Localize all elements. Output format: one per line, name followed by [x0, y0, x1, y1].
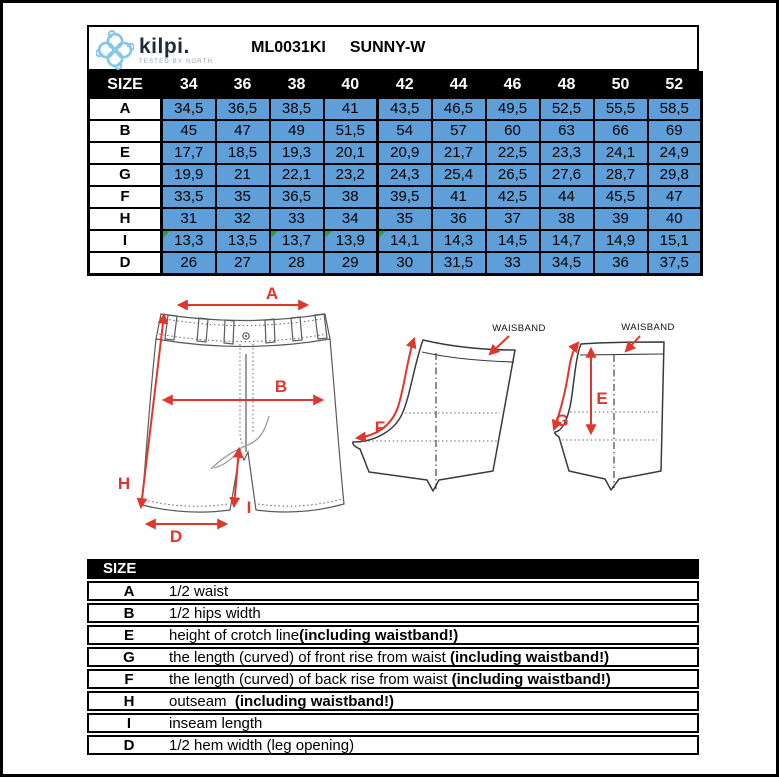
size-cell: 49 — [270, 120, 324, 142]
legend-letter: H — [123, 692, 135, 710]
size-row-label: F — [89, 186, 162, 208]
size-cell: 39 — [594, 208, 648, 230]
size-cell: 60 — [486, 120, 540, 142]
size-cell: 43,5 — [378, 98, 432, 120]
size-cell: 41 — [432, 186, 486, 208]
legend-row — [87, 691, 699, 711]
legend-letter: E — [123, 626, 134, 644]
legend-letter: B — [123, 604, 135, 622]
size-cell: 36,5 — [216, 98, 270, 120]
comment-marker — [271, 231, 278, 238]
dim-label-i: I — [246, 498, 252, 517]
product-name: SUNNY-W — [349, 39, 426, 56]
size-cell: 24,9 — [648, 142, 702, 164]
size-cell: 47 — [648, 186, 702, 208]
size-cell: 45,5 — [594, 186, 648, 208]
legend-description: 1/2 hips width — [169, 604, 261, 622]
product-code: ML0031KI — [251, 39, 326, 56]
size-cell: 14,3 — [432, 230, 486, 252]
size-table-wrap — [87, 71, 703, 276]
comment-marker — [325, 231, 332, 238]
size-cell: 35 — [216, 186, 270, 208]
size-table-header-row — [89, 73, 702, 98]
brand-logo — [96, 30, 213, 70]
arrow-i — [234, 449, 239, 506]
size-table-row — [89, 208, 702, 230]
size-cell: 21 — [216, 164, 270, 186]
legend-letter: F — [124, 670, 134, 688]
size-cell: 34 — [324, 208, 378, 230]
dim-label-e: E — [596, 389, 608, 408]
size-row-label: D — [89, 252, 162, 275]
size-col-header: 34 — [162, 73, 216, 98]
size-cell: 27,6 — [540, 164, 594, 186]
size-cell: 31,5 — [432, 252, 486, 275]
dim-label-a: A — [265, 284, 279, 303]
legend-row — [87, 713, 699, 733]
size-cell: 23,3 — [540, 142, 594, 164]
legend-row — [87, 669, 699, 689]
legend-row — [87, 647, 699, 667]
size-cell: 52,5 — [540, 98, 594, 120]
legend-description: height of crotch line(including waistband!) — [169, 626, 459, 644]
size-col-header: 36 — [216, 73, 270, 98]
size-row-label: I — [89, 230, 162, 252]
legend-description: outseam (including waistband!) — [169, 692, 395, 710]
size-cell: 51,5 — [324, 120, 378, 142]
back-rise-diagram — [353, 323, 546, 491]
legend-letter: A — [123, 582, 135, 600]
size-table — [87, 71, 703, 276]
size-col-header: 40 — [324, 73, 378, 98]
size-cell: 38 — [324, 186, 378, 208]
size-row-label: H — [89, 208, 162, 230]
size-cell: 27 — [216, 252, 270, 275]
comment-marker — [163, 231, 170, 238]
comment-marker — [379, 231, 386, 238]
dim-label-d: D — [169, 527, 183, 546]
size-cell: 37,5 — [648, 252, 702, 275]
size-cell: 13,7 — [270, 230, 324, 252]
size-table-row — [89, 142, 702, 164]
size-col-header: 38 — [270, 73, 324, 98]
brand-name: kilpi. — [139, 34, 190, 58]
size-cell: 63 — [540, 120, 594, 142]
size-cell: 36,5 — [270, 186, 324, 208]
size-cell: 21,7 — [432, 142, 486, 164]
size-cell: 20,9 — [378, 142, 432, 164]
legend-description: 1/2 waist — [169, 582, 229, 600]
size-cell: 30 — [378, 252, 432, 275]
size-cell: 66 — [594, 120, 648, 142]
size-cell: 36 — [432, 208, 486, 230]
size-cell: 49,5 — [486, 98, 540, 120]
size-cell: 17,7 — [162, 142, 216, 164]
size-cell: 40 — [648, 208, 702, 230]
size-cell: 38,5 — [270, 98, 324, 120]
size-cell: 29 — [324, 252, 378, 275]
size-row-label: E — [89, 142, 162, 164]
waistband-label-front: WAISBAND — [621, 322, 675, 333]
size-cell: 26 — [162, 252, 216, 275]
size-cell: 47 — [216, 120, 270, 142]
legend-row — [87, 735, 699, 755]
size-cell: 28,7 — [594, 164, 648, 186]
dim-label-b: B — [274, 377, 288, 396]
size-col-header: 48 — [540, 73, 594, 98]
size-cell: 34,5 — [540, 252, 594, 275]
size-cell: 29,8 — [648, 164, 702, 186]
size-cell: 69 — [648, 120, 702, 142]
dim-label-h: H — [117, 474, 131, 493]
size-cell: 14,7 — [540, 230, 594, 252]
front-rise-diagram — [554, 322, 675, 490]
size-cell: 46,5 — [432, 98, 486, 120]
legend-row — [87, 603, 699, 623]
size-cell: 13,3 — [162, 230, 216, 252]
dim-label-f: F — [374, 418, 386, 437]
kilpi-knot-icon — [96, 30, 134, 70]
size-cell: 54 — [378, 120, 432, 142]
size-cell: 34,5 — [162, 98, 216, 120]
size-cell: 19,9 — [162, 164, 216, 186]
size-cell: 20,1 — [324, 142, 378, 164]
product-title — [251, 39, 425, 57]
shorts-front-diagram — [118, 284, 344, 546]
size-header-label: SIZE — [89, 73, 162, 98]
legend-row — [87, 581, 699, 601]
size-cell: 35 — [378, 208, 432, 230]
size-cell: 38 — [540, 208, 594, 230]
size-row-label: B — [89, 120, 162, 142]
legend-letter: G — [123, 648, 135, 666]
size-cell: 31 — [162, 208, 216, 230]
size-cell: 25,4 — [432, 164, 486, 186]
size-col-header: 46 — [486, 73, 540, 98]
size-cell: 58,5 — [648, 98, 702, 120]
size-col-header: 50 — [594, 73, 648, 98]
size-cell: 22,1 — [270, 164, 324, 186]
size-row-label: A — [89, 98, 162, 120]
size-cell: 14,5 — [486, 230, 540, 252]
size-cell: 57 — [432, 120, 486, 142]
legend-letter: I — [126, 714, 132, 732]
brand-tagline: TESTED BY NORTH — [139, 58, 214, 65]
legend-header: SIZE — [87, 559, 699, 579]
size-table-row — [89, 98, 702, 120]
size-cell: 45 — [162, 120, 216, 142]
size-cell: 42,5 — [486, 186, 540, 208]
size-cell: 32 — [216, 208, 270, 230]
size-cell: 37 — [486, 208, 540, 230]
legend-letter: D — [123, 736, 135, 754]
waistband-label-back: WAISBAND — [492, 323, 546, 334]
size-cell: 14,1 — [378, 230, 432, 252]
size-cell: 44 — [540, 186, 594, 208]
size-col-header: 42 — [378, 73, 432, 98]
size-cell: 33 — [486, 252, 540, 275]
size-cell: 23,2 — [324, 164, 378, 186]
size-table-row — [89, 120, 702, 142]
size-cell: 18,5 — [216, 142, 270, 164]
legend-description: the length (curved) of back rise from waist (including waistband!) — [169, 670, 611, 688]
size-cell: 28 — [270, 252, 324, 275]
legend-row — [87, 625, 699, 645]
size-col-header: 52 — [648, 73, 702, 98]
size-cell: 55,5 — [594, 98, 648, 120]
size-cell: 19,3 — [270, 142, 324, 164]
size-cell: 33 — [270, 208, 324, 230]
size-table-row — [89, 252, 702, 275]
size-cell: 36 — [594, 252, 648, 275]
size-cell: 24,1 — [594, 142, 648, 164]
size-cell: 26,5 — [486, 164, 540, 186]
size-table-row — [89, 164, 702, 186]
size-cell: 22,5 — [486, 142, 540, 164]
size-cell: 24,3 — [378, 164, 432, 186]
size-cell: 41 — [324, 98, 378, 120]
size-cell: 14,9 — [594, 230, 648, 252]
header-box — [87, 25, 699, 71]
legend-description: inseam length — [169, 714, 263, 732]
size-cell: 15,1 — [648, 230, 702, 252]
legend-table — [87, 559, 699, 755]
size-cell: 39,5 — [378, 186, 432, 208]
legend-description: 1/2 hem width (leg opening) — [169, 736, 355, 754]
size-table-row — [89, 186, 702, 208]
size-col-header: 44 — [432, 73, 486, 98]
legend-description: the length (curved) of front rise from waist (including waistband!) — [169, 648, 610, 666]
size-row-label: G — [89, 164, 162, 186]
size-table-row — [89, 230, 702, 252]
size-cell: 13,5 — [216, 230, 270, 252]
size-cell: 13,9 — [324, 230, 378, 252]
size-cell: 33,5 — [162, 186, 216, 208]
dim-label-g: G — [555, 411, 569, 430]
arrow-h — [141, 315, 164, 507]
measurement-diagram — [3, 281, 779, 551]
